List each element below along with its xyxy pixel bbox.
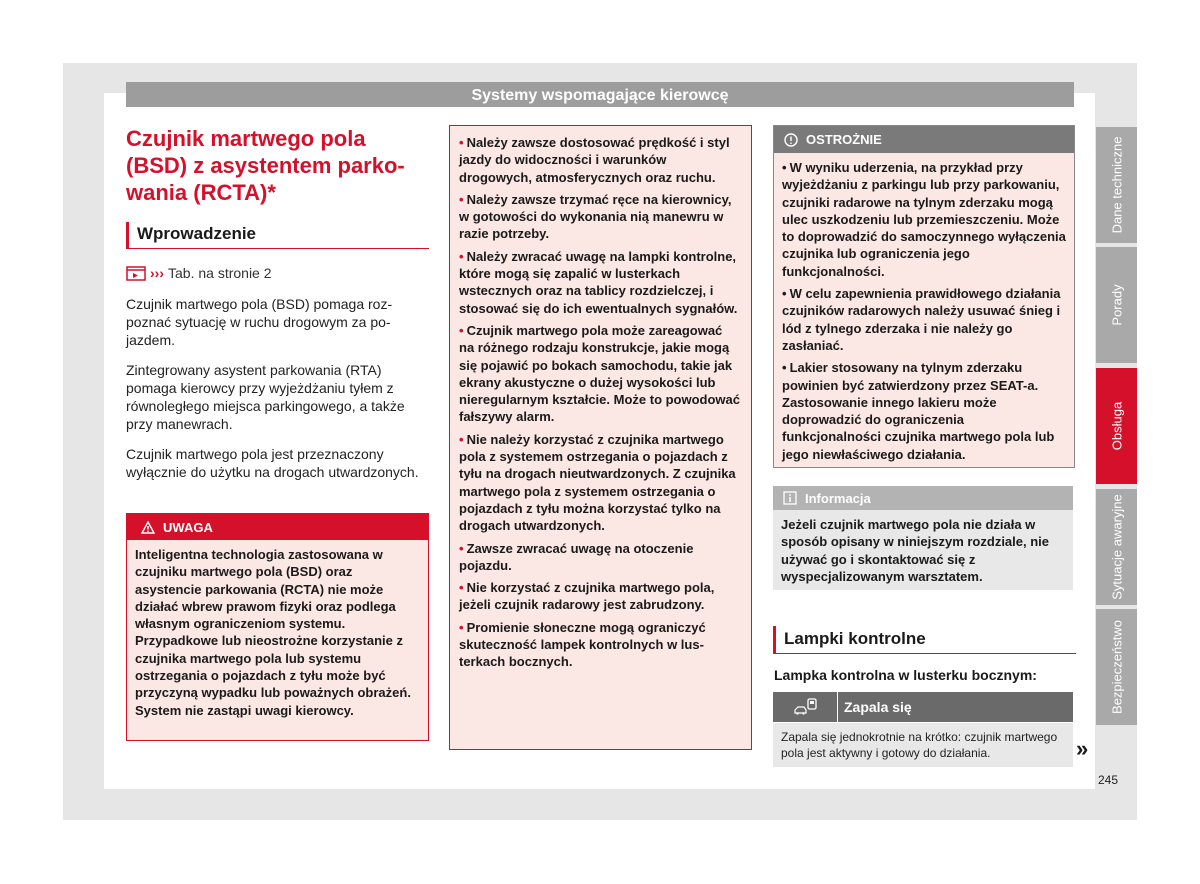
bullet: • xyxy=(459,248,464,264)
caution-label: OSTROŻNIE xyxy=(806,132,882,147)
page-number: 245 xyxy=(1098,773,1119,787)
tab-label: Porady xyxy=(1109,284,1124,326)
list-item: • Należy zawsze dostosować prędkość i styl jazdy do widoczności i warunków drogowych, atmosferycznych oraz ruchu. xyxy=(459,135,730,185)
tab-bezpieczenstwo[interactable] xyxy=(1096,609,1137,725)
warning-list-box xyxy=(449,125,752,750)
table-reference[interactable] xyxy=(126,265,272,281)
tab-label: Dane techniczne xyxy=(1109,136,1124,234)
caution-list xyxy=(774,153,1074,463)
lamp-description: Zapala się jednokrotnie na krótko: czujnik martwego pola jest aktywny i gotowy do działania. xyxy=(781,730,1058,760)
lamp-table-header xyxy=(773,692,1073,722)
warning-triangle-icon xyxy=(141,521,155,534)
continued-marker: » xyxy=(1076,736,1089,761)
tab-label: Obsługa xyxy=(1109,401,1124,451)
chapter-header: Systemy wspomagające kierowcę xyxy=(126,82,1074,107)
paragraph: Czujnik martwego pola (BSD) pomaga rozpoznać sytuację w ruchu drogowym za pojazdem. xyxy=(126,296,393,348)
tab-porady[interactable] xyxy=(1096,247,1137,363)
bullet: • xyxy=(459,322,464,338)
subheading: Lampka kontrolna w lusterku bocznym: xyxy=(774,667,1037,683)
tab-dane-techniczne[interactable] xyxy=(1096,127,1137,243)
bullet: • xyxy=(459,135,464,150)
tab-label: Sytuacje awaryjne xyxy=(1109,494,1124,600)
paragraph: Zintegrowany asystent parkowania (RTA) pomaga kierowcy przy wyjeżdżaniu tyłem z równoległego miejsca parkingowego, a także przy manewrach. xyxy=(126,362,405,432)
list-item: • W wyniku uderzenia, na przykład przy wyjeżdżaniu z parkingu lub przy parkowaniu, czujniki radarowe na tylnym zderzaku mogą ulec uszkodzeniu lub przemieszczeniu. Może to doprowadzić do samoczynnego wyłączenia czujnika lub ograniczenia jego funkcjonalności. xyxy=(782,160,1066,279)
list-item: • Lakier stosowany na tylnym zderzaku powinien być zatwierdzony przez SEAT-a. Zastosowanie innego lakieru może doprowadzić do ograniczenia funkcjonalności czujnika martwego pola lub jego niewłaściwego działania. xyxy=(782,360,1055,462)
section-heading-text: Lampki kontrolne xyxy=(784,629,926,648)
bullet: • xyxy=(459,191,464,207)
info-label: Informacja xyxy=(805,490,871,506)
bullet: • xyxy=(459,540,464,556)
list-item: • Czujnik martwego pola może zareagować na różnego rodzaju konstrukcje, jakie mogą się pojawić po bokach samochodu, takie jak ekrany akustyczne o dużej wysokości lub nieregularnym kształcie. Może to powodować fałszywy alarm. xyxy=(459,322,741,425)
reference-text[interactable]: Tab. na stronie 2 xyxy=(168,265,272,281)
reference-arrows: ››› xyxy=(150,265,164,281)
warning-list xyxy=(450,126,751,671)
paragraph: Czujnik martwego pola jest przeznaczony wyłącznie do użytku na drogach utwardzonych. xyxy=(126,446,419,480)
bullet: • xyxy=(782,160,787,175)
bullet: • xyxy=(459,619,464,635)
info-header xyxy=(773,486,1073,510)
list-item: • Nie korzystać z czujnika martwego pola, jeżeli czujnik radarowy jest zabrudzony. xyxy=(459,580,715,613)
bullet: • xyxy=(782,286,787,302)
caution-header xyxy=(774,126,1074,153)
list-item: • Nie należy korzystać z czujnika martwego pola z systemem ostrzegania o pojazdach z tyłu na drogach nieutwardzonych. Z czujnika martwego pola z systemem ostrzegania o pojazdach z tyłu można korzystać tylko na drogach utwardzonych. xyxy=(459,431,736,534)
tab-obsluga[interactable] xyxy=(1096,368,1137,484)
list-item: • Promienie słoneczne mogą ograniczyć skuteczność lampek kontrolnych w lusterkach bocznych. xyxy=(459,619,706,670)
bullet: • xyxy=(459,580,464,596)
bullet: • xyxy=(459,431,464,447)
warning-label: UWAGA xyxy=(163,519,213,535)
list-item: • Należy zawsze trzymać ręce na kierownicy, w gotowości do wykonania nią manewru w razie potrzeby. xyxy=(459,191,732,242)
lamp-state: Zapala się xyxy=(838,692,1073,722)
mirror-warning-lamp-icon xyxy=(773,692,838,722)
info-icon xyxy=(783,491,797,505)
warning-text: Inteligentna technologia zastosowana w czujniku martwego pola (BSD) oraz asystencie parkowania (RCTA) nie może działać wbrew prawom fizyki oraz podlega własnym ograniczeniom systemu. Przypadkowe lub nieostrożne korzystanie z czujnika martwego pola lub systemu ostrzegania o pojazdach z tyłu może być przyczyną wypadku lub poważnych obrażeń. System nie zastąpi uwagi kierowcy. xyxy=(135,547,411,718)
section-heading-introduction xyxy=(126,222,429,249)
warning-box xyxy=(126,513,429,741)
lamp-description-cell xyxy=(773,723,1073,767)
section-heading-indicator-lamps xyxy=(773,626,1076,654)
warning-header xyxy=(127,514,428,540)
list-item: • Należy zwracać uwagę na lampki kontrolne, które mogą się zapalić w lusterkach wstecznych oraz na tablicy rozdzielczej, i stosować się do ich ewentualnych sygnałów. xyxy=(459,248,738,316)
exclamation-circle-icon xyxy=(784,133,798,147)
bullet: • xyxy=(782,360,787,376)
tab-sytuacje-awaryjne[interactable] xyxy=(1096,489,1137,605)
caution-box xyxy=(773,125,1075,468)
section-heading-text: Wprowadzenie xyxy=(137,224,257,243)
page-title: Czujnik martwego pola (BSD) z asystentem parkowania (RCTA)* xyxy=(126,126,405,205)
book-icon xyxy=(126,265,146,281)
list-item: • W celu zapewnienia prawidłowego działania czujników radarowych należy usuwać śnieg i lód z tylnego zderzaka i nie należy go zasłaniać. xyxy=(782,286,1061,353)
info-box xyxy=(773,486,1073,590)
tab-label: Bezpieczeństwo xyxy=(1109,620,1124,714)
list-item: • Zawsze zwracać uwagę na otoczenie pojazdu. xyxy=(459,540,694,573)
info-text: Jeżeli czujnik martwego pola nie działa w sposób opisany w niniejszym rozdziale, nie używać go i skontaktować się z wyspecjalizowanym warsztatem. xyxy=(781,517,1050,584)
